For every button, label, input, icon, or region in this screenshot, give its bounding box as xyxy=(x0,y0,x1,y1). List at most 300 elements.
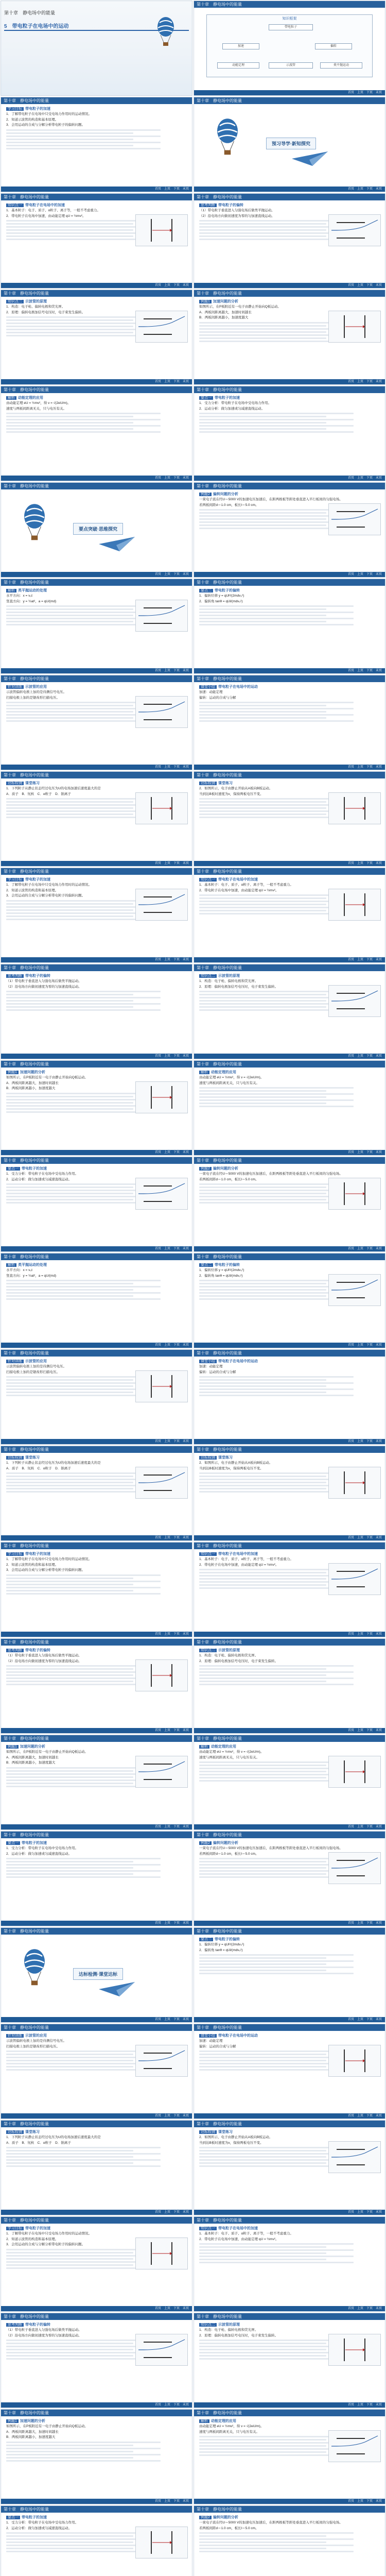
text-placeholder-line xyxy=(6,419,161,420)
content-slide xyxy=(1,2120,192,2215)
footer-nav[interactable]: 首页 上页 下页 末页 xyxy=(154,1344,189,1347)
text-placeholder-line xyxy=(6,1108,133,1110)
slide-tag: 例题1 xyxy=(6,1745,19,1749)
slide-heading xyxy=(199,685,381,689)
footer-nav[interactable]: 首页 上页 下页 末页 xyxy=(347,1440,382,1443)
text-placeholder-line xyxy=(6,1476,133,1477)
text-placeholder-line xyxy=(199,994,326,995)
text-placeholder-line xyxy=(199,2349,326,2350)
slide-title: 带电粒子的加速 xyxy=(25,107,50,111)
slide-header: 第十章 静电场中的能量 xyxy=(194,1157,385,1164)
footer-nav[interactable]: 首页 上页 下页 末页 xyxy=(347,958,382,961)
footer-nav[interactable]: 首页 上页 下页 末页 xyxy=(347,2211,382,2214)
footer-nav[interactable]: 首页 上页 下页 末页 xyxy=(347,2018,382,2021)
text-placeholder-line xyxy=(199,624,354,625)
text-placeholder-line xyxy=(6,145,133,146)
footer-nav[interactable]: 首页 上页 下页 末页 xyxy=(154,2403,189,2406)
slide-title: 带电粒子在电场中的加速 xyxy=(218,1552,258,1556)
text-placeholder-line xyxy=(199,1665,354,1667)
slide-header: 第十章 静电场中的能量 xyxy=(1,964,192,971)
text-placeholder-line xyxy=(6,991,161,992)
slide-heading xyxy=(6,2130,188,2134)
text-placeholder-line xyxy=(6,422,133,423)
slide-title: 加速问题的分析 xyxy=(213,300,238,303)
footer-nav[interactable]: 首页 上页 下页 末页 xyxy=(154,573,189,576)
footer-nav[interactable]: 首页 上页 下页 末页 xyxy=(154,2211,189,2214)
slide-text-line: 2．运动分析：做匀加速或匀减速直线运动。 xyxy=(6,1177,72,1181)
footer-nav[interactable]: 首页 上页 下页 末页 xyxy=(347,1344,382,1347)
content-slide xyxy=(194,1157,385,1252)
footer-nav[interactable]: 首页 上页 下页 末页 xyxy=(154,1536,189,1539)
text-placeholder-line xyxy=(199,1684,354,1685)
text-placeholder-line xyxy=(6,2349,133,2350)
slide-title: 带电粒子在电场中的加速 xyxy=(25,204,65,207)
slide-footer xyxy=(194,572,385,577)
capacitor-plates-diagram xyxy=(329,1756,380,1787)
slide-footer xyxy=(194,90,385,95)
slide-footer xyxy=(1,2210,192,2215)
content-slide xyxy=(1,2216,192,2312)
text-placeholder-line xyxy=(199,1967,354,1968)
slide-heading xyxy=(6,1359,188,1364)
slide-header: 第十章 静电场中的能量 xyxy=(194,2121,385,2127)
text-placeholder-line xyxy=(199,897,326,899)
text-placeholder-line xyxy=(199,2548,326,2549)
text-placeholder-line xyxy=(199,1096,326,1098)
text-placeholder-line xyxy=(6,1283,133,1284)
balloon-icon xyxy=(155,16,176,47)
text-placeholder-line xyxy=(6,705,133,706)
footer-nav[interactable]: 首页 上页 下页 末页 xyxy=(347,380,382,383)
footer-nav[interactable]: 首页 上页 下页 末页 xyxy=(154,2307,189,2310)
slide-title: 示波管的应用 xyxy=(25,685,47,689)
text-placeholder-line xyxy=(199,605,354,607)
slide-title: 动能定理的应用 xyxy=(211,1071,236,1074)
text-placeholder-line xyxy=(6,1392,133,1393)
footer-nav[interactable]: 首页 上页 下页 末页 xyxy=(154,2114,189,2117)
slide-tag: 知识点一 xyxy=(199,1552,217,1556)
text-placeholder-line xyxy=(199,2451,326,2453)
slide-text-line: 加速：动能定理 xyxy=(199,1365,223,1368)
text-placeholder-line xyxy=(6,997,161,998)
footer-nav[interactable]: 首页 上页 下页 末页 xyxy=(347,573,382,576)
capacitor-plates-diagram xyxy=(329,311,380,342)
slide-footer xyxy=(194,1535,385,1540)
text-placeholder-line xyxy=(199,711,326,713)
figure-box xyxy=(135,2527,188,2558)
text-placeholder-line xyxy=(6,1488,133,1489)
footer-nav[interactable]: 首页 上页 下页 末页 xyxy=(154,1055,189,1058)
text-placeholder-line xyxy=(6,711,133,713)
content-slide xyxy=(194,290,385,385)
footer-nav[interactable]: 首页 上页 下页 末页 xyxy=(154,958,189,961)
slide-heading xyxy=(199,1166,381,1171)
slide-tag: 知识点二 xyxy=(199,974,217,978)
text-placeholder-line xyxy=(6,1102,133,1104)
footer-nav[interactable]: 首页 上页 下页 末页 xyxy=(347,284,382,287)
slide-text-line: 由动能定理 eU = ½mv²，得 v = √(2eU/m)。 xyxy=(6,401,71,405)
concept-node: 带电粒子 xyxy=(269,24,313,30)
text-placeholder-line xyxy=(6,1861,133,1862)
text-placeholder-line xyxy=(199,720,354,722)
text-placeholder-line xyxy=(199,2249,354,2251)
content-slide xyxy=(1,868,192,963)
footer-nav[interactable]: 首页 上页 下页 末页 xyxy=(154,2500,189,2503)
slide-text-line: 速度与两板间距离无关，只与电压有关。 xyxy=(199,2430,259,2434)
slide-title: 课堂练习 xyxy=(218,782,233,785)
figure-box xyxy=(328,2334,381,2366)
slide-text-line: 1．下列粒子从静止状态经过电压为U的电场加速后速度最大的是 xyxy=(6,2136,101,2139)
slide-heading xyxy=(199,2323,381,2327)
slide-title: 带电粒子在电场中的运动 xyxy=(218,2034,258,2038)
slide-title: 课堂练习 xyxy=(25,782,40,785)
slide-title: 带电粒子在电场中的运动 xyxy=(218,1360,258,1363)
text-placeholder-line xyxy=(199,419,354,420)
text-placeholder-line xyxy=(6,2460,161,2462)
slide-footer xyxy=(1,2017,192,2022)
text-placeholder-line xyxy=(199,1187,326,1188)
content-slide xyxy=(1,1253,192,1348)
text-placeholder-line xyxy=(6,1858,161,1859)
text-placeholder-line xyxy=(199,618,354,619)
slide-text-line: 1．构造：电子枪、偏转电极和荧光屏。 xyxy=(199,979,258,983)
text-placeholder-line xyxy=(199,223,326,225)
content-slide xyxy=(1,675,192,770)
content-slide xyxy=(1,964,192,1059)
slide-text-line: 2．原理：偏转电极加信号电压时，电子束发生偏转。 xyxy=(199,2333,278,2337)
deflection-diagram xyxy=(136,1467,187,1498)
footer-nav[interactable]: 首页 上页 下页 末页 xyxy=(347,1825,382,1828)
slide-text-line: 速度与两板间距离无关，只与电压有关。 xyxy=(199,1755,259,1759)
slide-footer xyxy=(194,1343,385,1348)
text-placeholder-line xyxy=(6,2343,133,2344)
slide-footer xyxy=(194,668,385,673)
footer-nav[interactable]: 首页 上页 下页 末页 xyxy=(347,188,382,191)
slide-tag: 针对训练 xyxy=(6,685,24,689)
slide-text-line: 2．运动分析：做匀加速或匀减速直线运动。 xyxy=(6,1852,72,1856)
slide-text-line: 2．带电粒子在电场中加速，由动能定理 qU = ½mv²。 xyxy=(199,1563,279,1567)
slide-text-line: 偏转：运动的合成与分解 xyxy=(199,2044,236,2048)
deflection-diagram xyxy=(329,2142,380,2173)
slide-header: 第十章 静电场中的能量 xyxy=(194,194,385,200)
text-placeholder-line xyxy=(6,801,133,803)
capacitor-plates-diagram xyxy=(136,215,187,246)
slide-footer xyxy=(1,861,192,866)
text-placeholder-line xyxy=(199,2538,354,2540)
content-slide xyxy=(194,193,385,289)
slide-tag: 达标检测 xyxy=(6,2130,24,2134)
text-placeholder-line xyxy=(6,332,133,333)
footer-nav[interactable]: 首页 上页 下页 末页 xyxy=(154,284,189,287)
slide-header: 第十章 静电场中的能量 xyxy=(194,772,385,778)
text-placeholder-line xyxy=(199,608,326,610)
slide-title: 加速问题的分析 xyxy=(20,1745,45,1749)
slide-footer xyxy=(1,1728,192,1733)
slide-header: 第十章 静电场中的能量 xyxy=(194,483,385,489)
footer-nav[interactable]: 首页 上页 下页 末页 xyxy=(347,91,382,94)
figure-box xyxy=(328,2045,381,2077)
footer-nav[interactable]: 首页 上页 下页 末页 xyxy=(154,1825,189,1828)
text-placeholder-line xyxy=(199,2551,354,2552)
slide-text-line: 若两板间距d＝1.0 cm，板长l＝5.0 cm。 xyxy=(199,1177,259,1181)
text-placeholder-line xyxy=(199,2162,326,2164)
slide-footer xyxy=(1,1054,192,1059)
text-placeholder-line xyxy=(199,2156,326,2158)
figure-box xyxy=(328,2141,381,2173)
footer-nav[interactable]: 首页 上页 下页 末页 xyxy=(347,477,382,480)
footer-nav[interactable]: 首页 上页 下页 末页 xyxy=(154,188,189,191)
footer-nav[interactable]: 首页 上页 下页 末页 xyxy=(347,1729,382,1732)
text-placeholder-line xyxy=(6,229,133,231)
slide-text-line: （1）带电粒子垂直进入匀强电场后做类平抛运动。 xyxy=(6,2328,82,2332)
slide-heading xyxy=(6,1648,188,1653)
concept-node: 示波管 xyxy=(269,62,313,69)
slide-tag: 要点二 xyxy=(199,1263,213,1267)
text-placeholder-line xyxy=(6,994,133,995)
slide-heading xyxy=(199,2033,381,2038)
slide-text-line: 2．知道示波管的构造和基本原理。 xyxy=(6,2237,59,2241)
footer-nav[interactable]: 首页 上页 下页 末页 xyxy=(154,1633,189,1636)
content-slide xyxy=(194,1638,385,1734)
footer-nav[interactable]: 首页 上页 下页 末页 xyxy=(347,1247,382,1250)
deflection-diagram xyxy=(329,215,380,246)
content-slide xyxy=(194,1446,385,1541)
text-placeholder-line xyxy=(199,512,326,514)
slide-body xyxy=(6,1263,188,1342)
slide-body xyxy=(6,1552,188,1631)
slide-body xyxy=(199,2226,381,2305)
text-placeholder-line xyxy=(6,1003,161,1005)
content-slide xyxy=(1,1446,192,1541)
slide-footer xyxy=(194,2113,385,2119)
slide-tag: 知识点二 xyxy=(199,2323,217,2327)
text-placeholder-line xyxy=(199,518,326,520)
slide-footer xyxy=(194,283,385,288)
text-placeholder-line xyxy=(199,1957,326,1959)
footer-nav[interactable]: 首页 上页 下页 末页 xyxy=(154,862,189,865)
footer-nav[interactable]: 首页 上页 下页 末页 xyxy=(347,669,382,672)
footer-nav[interactable]: 首页 上页 下页 末页 xyxy=(154,1151,189,1154)
footer-nav[interactable]: 首页 上页 下页 末页 xyxy=(347,1055,382,1058)
slide-text-line: 2．知道示波管的构造和基本原理。 xyxy=(6,1563,59,1567)
slide-text-line: 1．了解带电粒子在电场中只受电场力作用时的运动情况。 xyxy=(6,112,92,116)
balloon-image xyxy=(155,16,176,50)
slide-text-line: 一束电子流在经U＝5000 V的加速电压加速后，在距两极板等距处垂直进入平行板间的匀强电场。 xyxy=(199,1846,343,1850)
slide-tag: 解析 xyxy=(199,1745,209,1749)
capacitor-plates-diagram xyxy=(136,1660,187,1691)
text-placeholder-line xyxy=(199,1681,326,1682)
text-placeholder-line xyxy=(199,2535,326,2537)
text-placeholder-line xyxy=(6,1000,133,1002)
slide-title: 类平抛运动的处理 xyxy=(18,1263,47,1267)
text-placeholder-line xyxy=(199,2355,326,2357)
footer-nav[interactable]: 首页 上页 下页 末页 xyxy=(347,2403,382,2406)
text-placeholder-line xyxy=(199,416,326,417)
text-placeholder-line xyxy=(199,2054,326,2055)
slide-tag: 例题2 xyxy=(199,1167,212,1171)
deflection-diagram xyxy=(136,2334,187,2365)
slide-text-line: 1．了解带电粒子在电场中只受电场力作用时的运动情况。 xyxy=(6,1557,92,1561)
content-slide xyxy=(1,290,192,385)
text-placeholder-line xyxy=(199,1099,354,1101)
footer-nav[interactable]: 首页 上页 下页 末页 xyxy=(154,766,189,769)
slide-header: 第十章 静电场中的能量 xyxy=(1,1735,192,1742)
text-placeholder-line xyxy=(6,2535,133,2537)
figure-box xyxy=(135,1756,188,1788)
text-placeholder-line xyxy=(199,413,354,414)
text-placeholder-line xyxy=(199,904,326,905)
slide-title: 示波管的应用 xyxy=(25,1360,47,1363)
slide-footer xyxy=(194,2017,385,2022)
footer-nav[interactable]: 首页 上页 下页 末页 xyxy=(347,2500,382,2503)
slide-tag: 课堂小结 xyxy=(199,1360,217,1363)
footer-nav[interactable]: 首页 上页 下页 末页 xyxy=(347,1633,382,1636)
slide-tag: 知识点二 xyxy=(6,300,24,303)
figure-box xyxy=(328,1563,381,1595)
figure-box xyxy=(328,1467,381,1499)
slide-tag: 知识点一 xyxy=(6,204,24,207)
footer-nav[interactable]: 首页 上页 下页 末页 xyxy=(154,669,189,672)
slide-heading xyxy=(6,685,188,689)
footer-nav[interactable]: 首页 上页 下页 末页 xyxy=(154,1922,189,1925)
slide-heading xyxy=(199,588,381,593)
text-placeholder-line xyxy=(199,235,326,237)
footer-nav[interactable]: 首页 上页 下页 末页 xyxy=(347,2114,382,2117)
footer-nav[interactable]: 首页 上页 下页 末页 xyxy=(347,1151,382,1154)
text-placeholder-line xyxy=(199,1382,354,1384)
slide-header: 第十章 静电场中的能量 xyxy=(1,868,192,875)
text-placeholder-line xyxy=(6,717,133,719)
balloon-image xyxy=(215,118,240,159)
slide-footer xyxy=(194,2402,385,2408)
slide-heading xyxy=(6,1841,188,1845)
footer-nav[interactable]: 首页 上页 下页 末页 xyxy=(154,2018,189,2021)
slide-footer xyxy=(194,1054,385,1059)
slide-text-line: 2．原理：偏转电极加信号电压时，电子束发生偏转。 xyxy=(6,310,85,314)
figure-box xyxy=(328,889,381,921)
slide-heading xyxy=(6,1263,188,1267)
slide-title: 动能定理的应用 xyxy=(18,396,43,400)
slide-footer xyxy=(1,957,192,962)
text-placeholder-line xyxy=(199,801,326,803)
slide-header: 第十章 静电场中的能量 xyxy=(194,1928,385,1935)
slide-text-line: 2．知道示波管的构造和基本原理。 xyxy=(6,117,59,122)
slide-footer xyxy=(1,765,192,770)
text-placeholder-line xyxy=(6,2448,161,2449)
footer-nav[interactable]: 首页 上页 下页 末页 xyxy=(154,1729,189,1732)
slide-heading xyxy=(199,492,381,497)
content-slide xyxy=(194,1060,385,1156)
slide-tag: 达标检测 xyxy=(6,1456,24,1460)
footer-nav[interactable]: 首页 上页 下页 末页 xyxy=(154,1440,189,1443)
deflection-diagram xyxy=(136,2045,187,2076)
slide-header: 第十章 静电场中的能量 xyxy=(194,1253,385,1260)
text-placeholder-line xyxy=(199,1765,326,1766)
text-placeholder-line xyxy=(199,2246,326,2248)
text-placeholder-line xyxy=(6,2252,133,2253)
text-placeholder-line xyxy=(199,2256,354,2257)
slide-text-line: （2）沿电场方向做初速度为零的匀加速直线运动。 xyxy=(6,2333,82,2337)
text-placeholder-line xyxy=(6,428,133,430)
slide-heading xyxy=(199,877,381,882)
slide-text-line: A．两板间距离越大，加速时间越长 xyxy=(6,2430,59,2434)
slide-tag: 思考判断 xyxy=(6,974,24,978)
slide-body xyxy=(6,107,188,185)
slide-text-line: A．两板间距离越大，加速时间越长 xyxy=(6,1081,59,1085)
footer-nav[interactable]: 首页 上页 下页 末页 xyxy=(347,862,382,865)
text-placeholder-line xyxy=(6,2066,133,2067)
content-slide xyxy=(1,97,192,192)
footer-nav[interactable]: 首页 上页 下页 末页 xyxy=(347,2307,382,2310)
slide-text-line: B．两板间距离越小，加速度越大 xyxy=(199,316,249,320)
slide-text-line: （1）带电粒子垂直进入匀强电场后做类平抛运动。 xyxy=(6,979,82,983)
text-placeholder-line xyxy=(199,2259,326,2260)
slide-tag: 知识点一 xyxy=(199,878,217,882)
text-placeholder-line xyxy=(6,1298,161,1300)
slide-header: 第十章 静电场中的能量 xyxy=(1,772,192,778)
capacitor-plates-diagram xyxy=(136,1371,187,1402)
text-placeholder-line xyxy=(199,1674,326,1676)
content-slide xyxy=(194,1831,385,1926)
slide-text-line: A．质子 B．氘核 C．α粒子 D．钠离子 xyxy=(6,792,71,796)
cover-slide xyxy=(1,1,192,96)
slide-text-line: 扫描电极上加的是锯齿形扫描电压。 xyxy=(6,2044,60,2048)
text-placeholder-line xyxy=(199,2243,354,2245)
text-placeholder-line xyxy=(6,1584,133,1585)
footer-nav[interactable]: 首页 上页 下页 末页 xyxy=(347,766,382,769)
text-placeholder-line xyxy=(199,2445,326,2447)
slide-header: 第十章 静电场中的能量 xyxy=(194,1735,385,1742)
slide-footer xyxy=(1,1824,192,1829)
slide-title: 带电粒子在电场中的加速 xyxy=(218,878,258,882)
text-placeholder-line xyxy=(199,1376,354,1378)
text-placeholder-line xyxy=(6,1385,133,1387)
footer-nav[interactable]: 首页 上页 下页 末页 xyxy=(347,1922,382,1925)
text-placeholder-line xyxy=(6,139,133,140)
footer-nav[interactable]: 首页 上页 下页 末页 xyxy=(154,380,189,383)
plane-image xyxy=(99,1982,135,1999)
content-slide xyxy=(1,1542,192,1637)
figure-box xyxy=(135,2238,188,2269)
slide-heading xyxy=(6,781,188,786)
slide-tag: 例题1 xyxy=(6,1071,19,1074)
slide-header: 第十章 静电场中的能量 xyxy=(194,97,385,104)
text-placeholder-line xyxy=(199,1199,326,1200)
slide-text-line: 当到达B板时速度为v，保持两板电压不变。 xyxy=(199,1466,264,1470)
footer-nav[interactable]: 首页 上页 下页 末页 xyxy=(154,477,189,480)
slide-text-line: 2．偏转角 tanθ = qUl/(mdv₀²) xyxy=(199,1948,243,1952)
slide-title: 示波管的原理 xyxy=(218,1649,240,1652)
text-placeholder-line xyxy=(199,708,354,709)
slide-header: 第十章 静电场中的能量 xyxy=(1,1928,192,1935)
figure-box xyxy=(135,1178,188,1210)
slide-tag: 思考判断 xyxy=(6,1649,24,1652)
slide-footer xyxy=(194,1728,385,1733)
slide-header: 第十章 静电场中的能量 xyxy=(194,386,385,393)
slide-body xyxy=(6,2130,188,2209)
slide-text-line: 当到达B板时速度为v，保持两板电压不变。 xyxy=(199,2141,264,2145)
text-placeholder-line xyxy=(6,1770,133,1772)
deflection-diagram xyxy=(136,1178,187,1209)
balloon-image xyxy=(22,503,47,545)
slide-text-line: 1．构造：电子枪、偏转电极和荧光屏。 xyxy=(199,2328,258,2332)
slide-footer xyxy=(194,2306,385,2311)
slide-footer xyxy=(1,1921,192,1926)
footer-nav[interactable]: 首页 上页 下页 末页 xyxy=(154,1247,189,1250)
footer-nav[interactable]: 首页 上页 下页 末页 xyxy=(347,1536,382,1539)
slide-title: 课堂练习 xyxy=(218,1456,233,1460)
slide-text-line: 偏转：运动的合成与分解 xyxy=(199,1370,236,1374)
